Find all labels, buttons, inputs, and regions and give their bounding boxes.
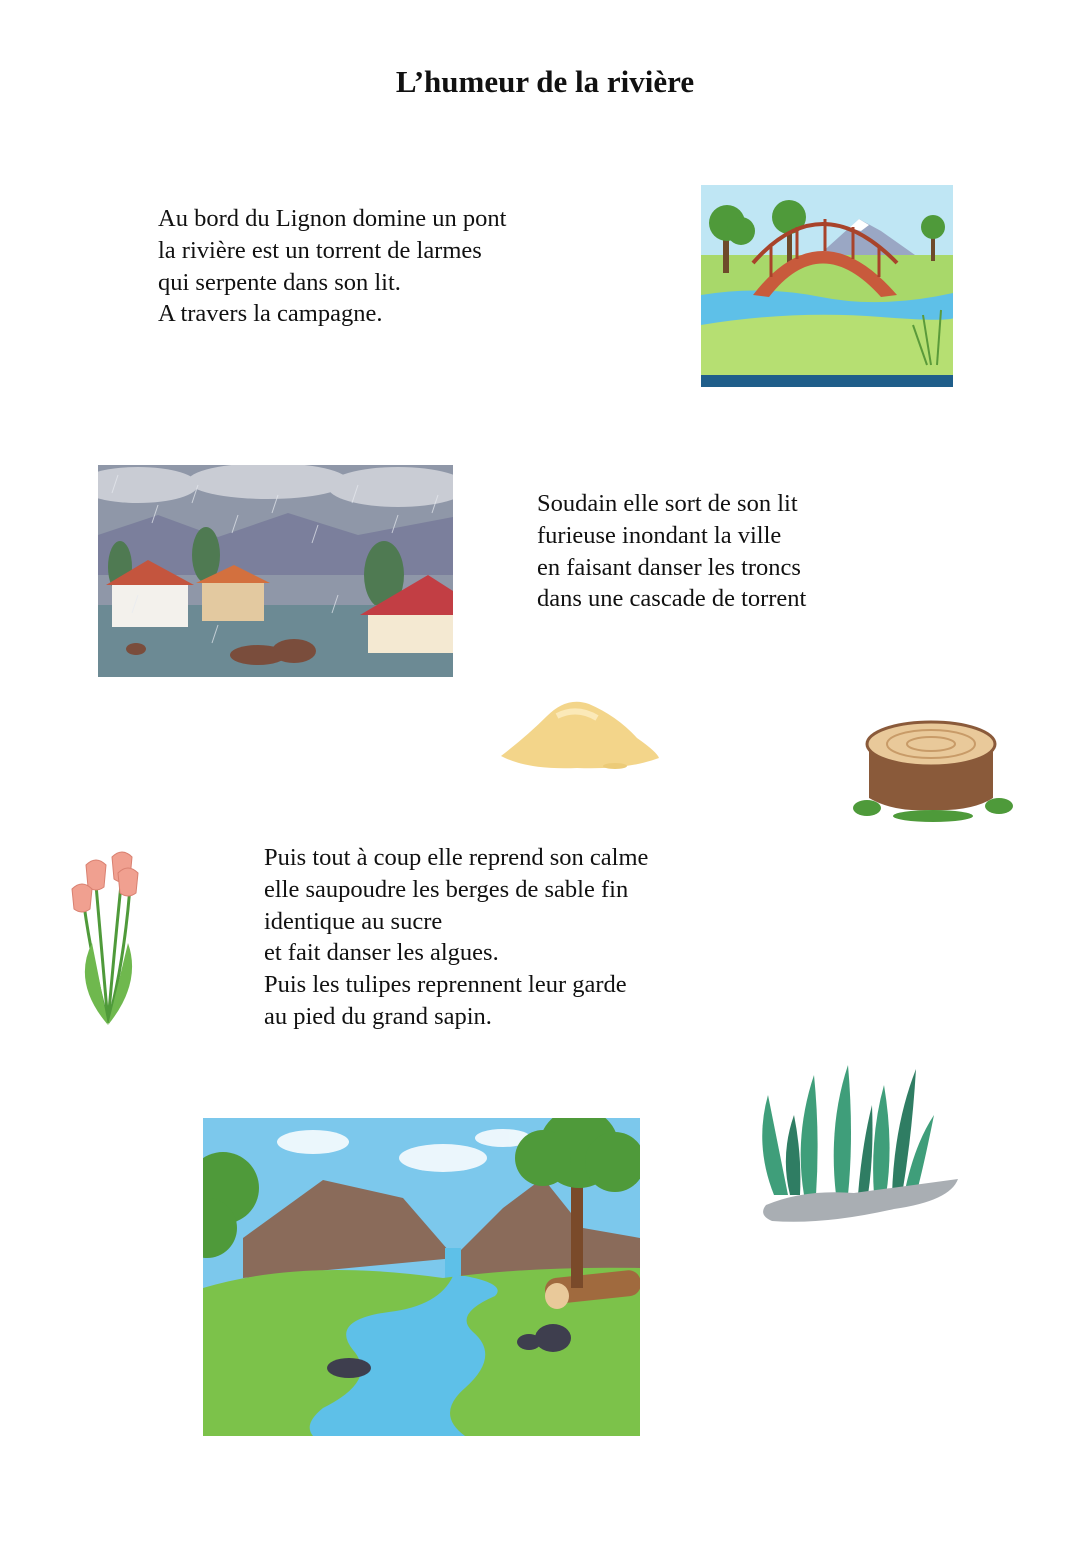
sand-pile-illustration bbox=[497, 696, 661, 772]
stanza-line: qui serpente dans son lit. bbox=[158, 268, 401, 296]
page-title: L’humeur de la rivière bbox=[395, 64, 695, 99]
stanza-line: elle saupoudre les berges de sable fin bbox=[264, 875, 629, 903]
flood-illustration bbox=[98, 465, 453, 677]
stanza-line: furieuse inondant la ville bbox=[537, 521, 782, 549]
stanza-line: Soudain elle sort de son lit bbox=[537, 490, 798, 517]
seaweed-illustration bbox=[744, 1055, 962, 1231]
stanza-line: Puis les tulipes reprennent leur garde bbox=[264, 971, 627, 999]
river-landscape-illustration bbox=[203, 1118, 640, 1436]
stanza-line: dans une cascade de torrent bbox=[537, 585, 807, 613]
stanza-1 bbox=[158, 203, 506, 330]
stanza-line: Au bord du Lignon domine un pont bbox=[158, 205, 507, 232]
stanza-line: la rivière est un torrent de larmes bbox=[158, 236, 482, 264]
stanza-3 bbox=[264, 842, 648, 1033]
stanza-line: au pied du grand sapin. bbox=[264, 1002, 492, 1030]
tree-stump-illustration bbox=[853, 712, 1013, 824]
stanza-line: en faisant danser les troncs bbox=[537, 553, 801, 581]
bridge-illustration bbox=[701, 185, 953, 387]
stanza-line: identique au sucre bbox=[264, 907, 443, 935]
stanza-line: et fait danser les algues. bbox=[264, 939, 499, 967]
stanza-line: A travers la campagne. bbox=[158, 300, 383, 328]
tulips-illustration bbox=[32, 843, 182, 1039]
stanza-line: Puis tout à coup elle reprend son calme bbox=[264, 844, 649, 871]
stanza-2 bbox=[537, 488, 806, 615]
